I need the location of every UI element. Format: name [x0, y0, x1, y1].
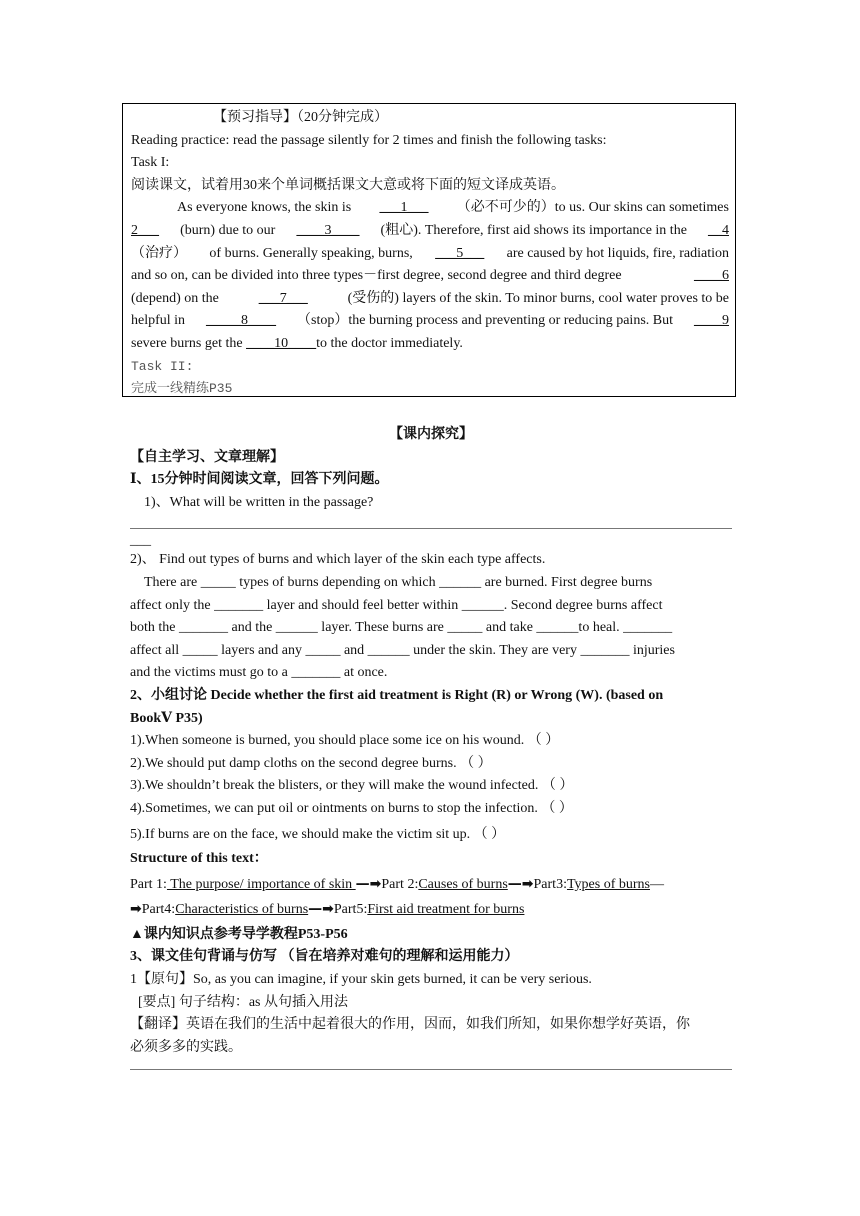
- translation-line-1: 【翻译】英语在我们的生活中起着很大的作用，因而，如我们所知，如果你想学好英语，你: [130, 1017, 690, 1033]
- fill-line-3: both the _______ and the ______ layer. These burns are _____ and take ______to heal. _______: [130, 620, 673, 636]
- blank-4[interactable]: __4: [708, 222, 729, 238]
- reference-note: ▲课内知识点参考导学教程P53-P56: [130, 926, 348, 942]
- blank-6[interactable]: ____6: [694, 268, 729, 284]
- passage-line-7: severe burns get the ____10____to the doctor immediately.: [131, 335, 463, 351]
- fill-line-2: affect only the _______ layer and should feel better within ______. Second degree burns affect: [130, 597, 663, 613]
- recite-heading: 3、课文佳句背诵与仿写 （旨在培养对难句的理解和运用能力）: [130, 949, 519, 965]
- question-intro: Ⅰ、15分钟时间阅读文章，回答下列问题。: [130, 472, 389, 488]
- section-title: 【课内探究】: [389, 427, 473, 442]
- passage-line-3: （治疗） of burns. Generally speaking, burns, ___5___ are caused by hot liquids, fire, radiation: [131, 243, 729, 266]
- passage-line-4: and so on, can be divided into three types－first degree, second degree and third degree ____6: [131, 265, 729, 288]
- arrow-icon: —➡: [308, 901, 334, 918]
- blank-5[interactable]: ___5___: [435, 245, 485, 261]
- blank-7[interactable]: ___7___: [258, 290, 308, 306]
- statement-4: 4).Sometimes, we can put oil or ointments on burns to stop the infection. （ ）: [130, 800, 573, 816]
- original-sentence: 1【原句】So, as you can imagine, if your skin gets burned, it can be very serious.: [130, 972, 592, 988]
- translation-line-2: 必须多多的实践。: [130, 1039, 242, 1055]
- preview-guide-box: [122, 103, 736, 397]
- discussion-heading-b: BookⅤ P35): [130, 710, 203, 726]
- passage-line-2: 2___ (burn) due to our ____3____ (粗心). Therefore, first aid shows its importance in the __4: [131, 220, 729, 243]
- passage-line-6: helpful in _____8____ （stop）the burning process and preventing or reducing pains. But ____9: [131, 310, 729, 333]
- task1-label: Task I:: [131, 155, 170, 171]
- structure-line-2: ➡Part4:Characteristics of burns—➡Part5:First aid treatment for burns: [130, 901, 525, 918]
- task1-instruction: 阅读课文，试着用30来个单词概括课文大意或将下面的短文译成英语。: [131, 177, 565, 193]
- structure-title: Structure of this text：: [130, 851, 268, 867]
- passage-line-1: As everyone knows, the skin is ___1___ （必不可少的）to us. Our skins can sometimes: [131, 197, 729, 220]
- statement-3: 3).We shouldn’t break the blisters, or they will make the wound infected. （ ）: [130, 778, 574, 794]
- blank-8[interactable]: _____8____: [206, 313, 277, 329]
- blank-1[interactable]: ___1___: [379, 200, 429, 216]
- translation-answer-line[interactable]: [130, 1059, 732, 1070]
- discussion-heading-a: 2、小组讨论 Decide whether the first aid treatment is Right (R) or Wrong (W). (based on: [130, 687, 664, 703]
- question-1: 1)、What will be written in the passage?: [144, 494, 374, 510]
- answer-line-tail: ___: [130, 533, 151, 549]
- arrow-icon: ➡: [130, 901, 142, 918]
- fill-line-5: and the victims must go to a _______ at once.: [130, 665, 388, 681]
- arrow-icon: —➡: [507, 875, 534, 892]
- statement-1: 1).When someone is burned, you should place some ice on his wound. （ ）: [130, 733, 560, 749]
- blank-10[interactable]: ____10____: [246, 335, 317, 351]
- blank-9[interactable]: ____9: [693, 313, 729, 329]
- key-point: [要点] 句子结构：as 从句插入用法: [138, 994, 348, 1010]
- structure-line-1: Part 1: The purpose/ importance of skin —➡Part 2:Causes of burns—➡Part3:Types of burns—: [130, 875, 664, 892]
- blank-2[interactable]: 2___: [131, 222, 159, 238]
- task2-instruction: 完成一线精练P35: [131, 381, 233, 397]
- blank-3[interactable]: ____3____: [296, 222, 360, 238]
- fill-line-4: affect all _____ layers and any _____ and ______ under the skin. They are very _______ injuries: [130, 642, 675, 658]
- preview-heading: 【预习指导】（20分钟完成）: [213, 110, 388, 125]
- task2-label: Task II:: [131, 358, 194, 374]
- answer-line[interactable]: [130, 514, 732, 529]
- self-study-heading: 【自主学习、文章理解】: [130, 449, 284, 465]
- passage-line-5: (depend) on the ___7___ (受伤的) layers of the skin. To minor burns, cool water proves to be: [131, 288, 729, 311]
- reading-instruction: Reading practice: read the passage silently for 2 times and finish the following tasks:: [131, 132, 607, 148]
- arrow-icon: —➡: [355, 875, 382, 892]
- question-2: 2)、 Find out types of burns and which layer of the skin each type affects.: [130, 552, 546, 568]
- in-class-section: [130, 424, 732, 1074]
- fill-line-1: There are _____ types of burns depending on which ______ are burned. First degree burns: [144, 574, 653, 590]
- statement-5: 5).If burns are on the face, we should make the victim sit up. （ ）: [130, 826, 506, 842]
- statement-2: 2).We should put damp cloths on the second degree burns. （ ）: [130, 755, 492, 771]
- dash: —: [649, 876, 664, 892]
